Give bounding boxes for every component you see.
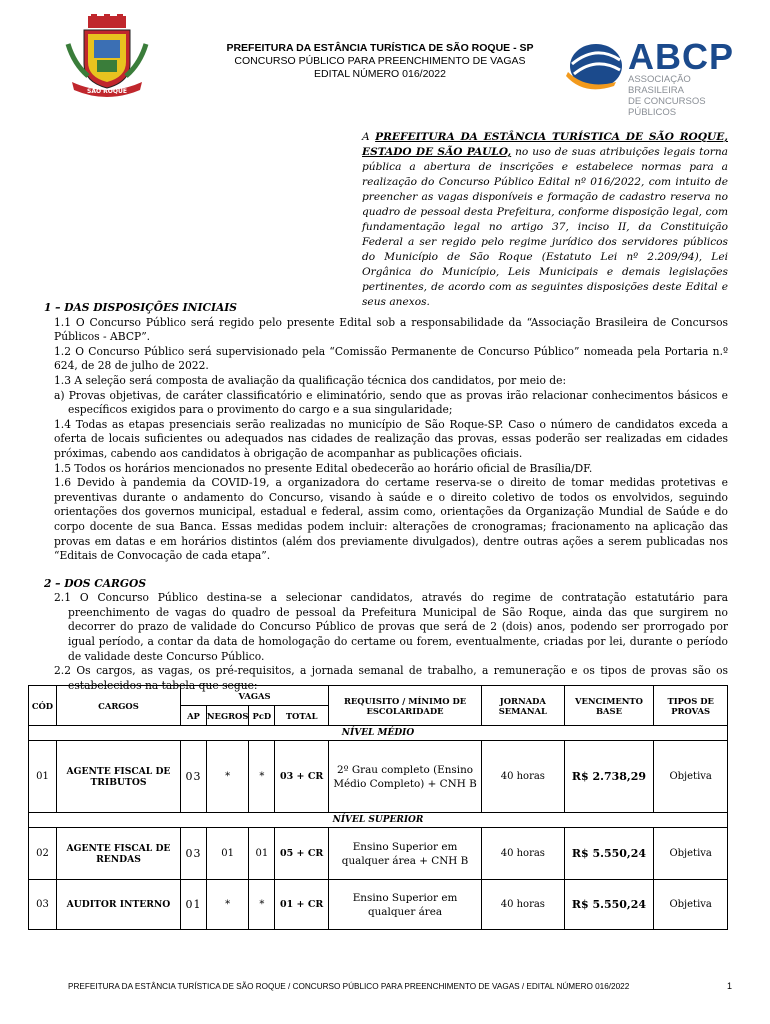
edital-preamble [362, 130, 728, 310]
preamble-entity: PREFEITURA DA ESTÂNCIA TURÍSTICA DE SÃO ROQUE, ESTADO DE SÃO PAULO, [362, 131, 728, 158]
abcp-logo-line1: ASSOCIAÇÃO BRASILEIRA [628, 74, 691, 96]
row-3-pcd: * [249, 880, 275, 930]
header-title: PREFEITURA DA ESTÂNCIA TURÍSTICA DE SÃO ROQUE - SP [226, 42, 534, 54]
row-1-requisito: 2º Grau completo (Ensino Médio Completo) + CNH B [329, 741, 482, 813]
paragraph-1-6: 1.6 Devido à pandemia da COVID-19, a organizadora do certame reserva-se o direito de tomar medidas protetivas e preventivas durante o andamento do Concurso, visando à saúde e o direito coletivo de todos os envolvidos, seguindo orientações dos governos municipal, estadual e federal, assim como, orientações da Organização Mundial de Saúde e do corpo docente de sua Banca. Essas medidas podem incluir: alterações de cronogramas; fracionamento na aplicação das provas em datas e em horários distintos (além dos previamente divulgados), dentre outras ações a serem publicadas nos “Editais de Convocação de cada etapa”. [54, 476, 728, 563]
table-row [29, 741, 728, 813]
row-3-jornada: 40 horas [482, 880, 565, 930]
row-1-vencimento: R$ 2.738,29 [564, 741, 654, 813]
crest-banner-text: SÃO ROQUE [87, 88, 127, 95]
paragraph-1-4: 1.4 Todas as etapas presenciais serão realizadas no município de São Roque-SP. Caso o número de candidatos exceda a oferta de locais suficientes ou adequados nas cidades de realização das provas, essas poderão ser realizadas em cidades próximas, cabendo aos candidatos à obrigação de acompanhar as publicações oficiais. [54, 417, 728, 460]
row-3-cod: 03 [29, 880, 57, 930]
row-2-requisito: Ensino Superior em qualquer área + CNH B [329, 828, 482, 880]
paragraph-2-2: 2.2 Os cargos, as vagas, os pré-requisitos, a jornada semanal de trabalho, a remuneração e os tipos de provas são os estabelecidos na tabela que segue: [54, 664, 728, 692]
row-3-cargo: AUDITOR INTERNO [56, 880, 180, 930]
paragraph-2-1: 2.1 O Concurso Público destina-se a selecionar candidatos, através do regime de contratação estatutário para preenchimento de vagas do quadro de pessoal da Prefeitura Municipal de São Roque, ainda das que surgirem no decorrer do prazo de validade do Concurso Público de provas que será de 2 (dois) anos, podendo ser prorrogado por igual período, a contar da data de homologação do certame ou forem, eventualmente, criadas por lei, durante o período de validade deste Concurso Público. [54, 591, 728, 663]
abcp-globe-icon [566, 36, 626, 96]
row-3-requisito: Ensino Superior em qualquer área [329, 880, 482, 930]
row-3-negros: * [206, 880, 249, 930]
header-ap: AP [181, 706, 207, 726]
abcp-logo-subtitle [628, 74, 746, 118]
row-2-ap: 03 [181, 828, 207, 880]
row-1-pcd: * [249, 741, 275, 813]
row-2-tipo: Objetiva [654, 828, 728, 880]
paragraph-1-3-a: a) Provas objetivas, de caráter classificatório e eliminatório, sendo que as provas irão relacionar conhecimentos básicos e específicos exigidos para o provimento do cargo e a sua singularidade; [54, 388, 728, 417]
cargos-table [28, 685, 728, 930]
row-3-total: 01 + CR [275, 880, 329, 930]
sao-roque-crest-logo [64, 14, 150, 100]
header-vagas: VAGAS [181, 686, 329, 706]
header-cod: CÓD [29, 686, 57, 726]
row-2-cargo: AGENTE FISCAL DE RENDAS [56, 828, 180, 880]
row-3-vencimento: R$ 5.550,24 [564, 880, 654, 930]
row-1-cargo: AGENTE FISCAL DE TRIBUTOS [56, 741, 180, 813]
abcp-logo-line2: DE CONCURSOS PÚBLICOS [628, 96, 706, 118]
header-pcd: PcD [249, 706, 275, 726]
header-cargos: CARGOS [56, 686, 180, 726]
row-2-negros: 01 [206, 828, 249, 880]
row-1-ap: 03 [181, 741, 207, 813]
header-tipos: TIPOS DE PROVAS [654, 686, 728, 726]
row-2-vencimento: R$ 5.550,24 [564, 828, 654, 880]
paragraph-1-2: 1.2 O Concurso Público será supervisionado pela “Comissão Permanente de Concurso Público” nomeada pela Portaria n.º 624, de 28 de julho de 2022. [54, 344, 728, 373]
row-2-jornada: 40 horas [482, 828, 565, 880]
row-1-cod: 01 [29, 741, 57, 813]
table-row [29, 828, 728, 880]
row-1-jornada: 40 horas [482, 741, 565, 813]
section-1-title: 1 – DAS DISPOSIÇÕES INICIAIS [44, 301, 237, 314]
row-3-tipo: Objetiva [654, 880, 728, 930]
preamble-text: no uso de suas atribuições legais torna pública a abertura de inscrições e estabelece normas para a realização do Concurso Público Edital nº 016/2022, com intuito de preencher as vagas disponíveis e formação de cadastro reserva no quadro de pessoal desta Prefeitura, conforme disposição legal, com fundamentação legal no artigo 37, inciso II, da Constituição Federal a ser regido pelo regime jurídico dos servidores públicos do Município de São Roque (Estatuto Lei nº 2.209/94), Lei Orgânica do Município, Leis Municipais e demais legislações pertinentes, de acordo com as seguintes disposições deste Edital e seus anexos. [362, 146, 729, 308]
header-requisito: REQUISITO / MÍNIMO DE ESCOLARIDADE [329, 686, 482, 726]
table-row [29, 880, 728, 930]
row-1-tipo: Objetiva [654, 741, 728, 813]
paragraph-1-3: 1.3 A seleção será composta de avaliação da qualificação técnica dos candidatos, por meio de: [54, 373, 567, 387]
row-2-total: 05 + CR [275, 828, 329, 880]
paragraph-1-5: 1.5 Todos os horários mencionados no presente Edital obedecerão ao horário oficial de Brasília/DF. [54, 461, 593, 475]
header-jornada: JORNADA SEMANAL [482, 686, 565, 726]
nivel-medio-row: NÍVEL MÉDIO [29, 726, 728, 741]
header-negros: NEGROS [206, 706, 249, 726]
page-number: 1 [727, 981, 733, 991]
nivel-superior-row: NÍVEL SUPERIOR [29, 813, 728, 828]
abcp-logo [566, 36, 746, 118]
abcp-logo-name: ABCP [628, 36, 735, 77]
row-1-negros: * [206, 741, 249, 813]
document-header [190, 42, 570, 81]
preamble-prefix: A [362, 131, 376, 143]
row-2-cod: 02 [29, 828, 57, 880]
header-edital: EDITAL NÚMERO 016/2022 [314, 68, 446, 80]
header-vencimento: VENCIMENTO BASE [564, 686, 654, 726]
row-1-total: 03 + CR [275, 741, 329, 813]
section-2-title: 2 – DOS CARGOS [44, 576, 147, 590]
page-footer: PREFEITURA DA ESTÂNCIA TURÍSTICA DE SÃO ROQUE / CONCURSO PÚBLICO PARA PREENCHIMENTO DE VAGAS / EDITAL NÚMERO 016/2022 [68, 982, 630, 991]
header-total: TOTAL [275, 706, 329, 726]
header-subtitle: CONCURSO PÚBLICO PARA PREENCHIMENTO DE VAGAS [234, 55, 526, 67]
paragraph-1-1: 1.1 O Concurso Público será regido pelo presente Edital sob a responsabilidade da “Associação Brasileira de Concursos Públicos - ABCP”. [54, 315, 728, 344]
row-3-ap: 01 [181, 880, 207, 930]
document-body [28, 301, 728, 693]
row-2-pcd: 01 [249, 828, 275, 880]
